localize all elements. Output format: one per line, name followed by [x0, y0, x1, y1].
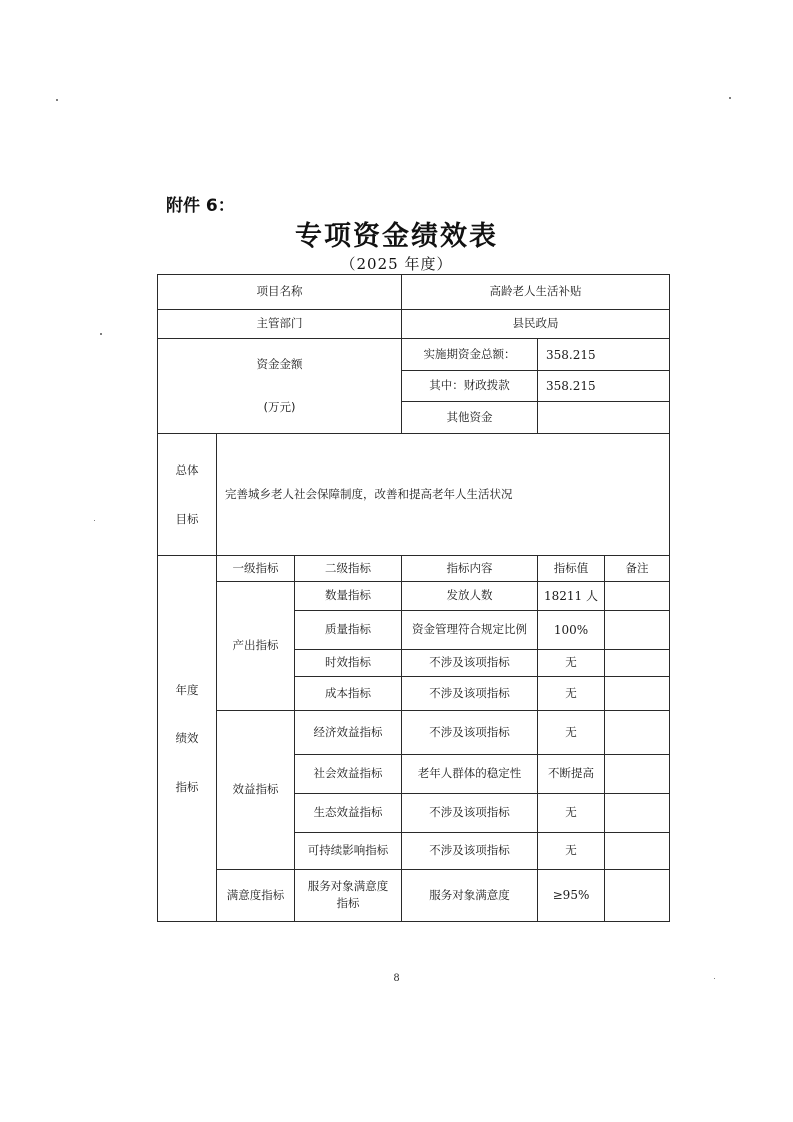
overall-goal-row	[158, 434, 670, 556]
funds-label: 资金金额	[256, 357, 303, 372]
overall-goal-label-line1: 总体	[175, 463, 199, 478]
value-cell: 无	[538, 793, 605, 832]
funds-unit: (万元)	[263, 399, 296, 414]
content-cell: 不涉及该项指标	[402, 793, 538, 832]
table-row	[158, 581, 670, 610]
remark-cell	[605, 832, 670, 869]
content-cell: 不涉及该项指标	[402, 710, 538, 754]
level2-cell: 可持续影响指标	[295, 832, 402, 869]
content-cell: 不涉及该项指标	[402, 676, 538, 710]
performance-table	[157, 274, 670, 922]
value-cell: 无	[538, 832, 605, 869]
value-cell: 无	[538, 710, 605, 754]
value-cell: 100%	[538, 610, 605, 649]
annex-label: 附件 6：	[166, 196, 235, 216]
level2-cell: 时效指标	[295, 649, 402, 676]
remark-cell	[605, 710, 670, 754]
funds-other-label: 其他资金	[402, 402, 538, 434]
output-label: 产出指标	[217, 581, 295, 710]
header-level2: 二级指标	[295, 555, 402, 581]
remark-cell	[605, 793, 670, 832]
funds-total-value: 358.215	[538, 339, 670, 371]
overall-goal-label-line2: 目标	[175, 511, 199, 526]
overall-goal-label	[158, 434, 217, 556]
level2-cell: 质量指标	[295, 610, 402, 649]
scan-speck	[714, 978, 715, 979]
remark-cell	[605, 649, 670, 676]
value-cell: 无	[538, 676, 605, 710]
level2-cell: 数量指标	[295, 581, 402, 610]
level2-cell: 社会效益指标	[295, 754, 402, 793]
header-value: 指标值	[538, 555, 605, 581]
content-cell: 不涉及该项指标	[402, 832, 538, 869]
level2-cell: 服务对象满意度 指标	[295, 869, 402, 921]
header-level1: 一级指标	[217, 555, 295, 581]
annual-label-line1: 年度	[175, 683, 199, 698]
page-title: 专项资金绩效表	[295, 221, 498, 252]
funds-total-label: 实施期资金总额：	[402, 339, 538, 371]
scan-speck	[94, 520, 95, 521]
annual-label-line2: 绩效	[175, 731, 199, 746]
level2-cell: 成本指标	[295, 676, 402, 710]
page-number: 8	[393, 973, 400, 984]
benefit-label: 效益指标	[217, 710, 295, 869]
remark-cell	[605, 676, 670, 710]
remark-cell	[605, 754, 670, 793]
funds-total-row	[158, 339, 670, 371]
remark-cell	[605, 581, 670, 610]
header-content: 指标内容	[402, 555, 538, 581]
value-cell: 无	[538, 649, 605, 676]
project-name-value: 高龄老人生活补贴	[402, 275, 670, 310]
remark-cell	[605, 610, 670, 649]
department-value: 县民政局	[402, 310, 670, 339]
funds-label-cell	[158, 339, 402, 434]
value-cell: ≥95%	[538, 869, 605, 921]
table-row	[158, 869, 670, 921]
remark-cell	[605, 869, 670, 921]
scan-speck	[729, 97, 731, 99]
department-row	[158, 310, 670, 339]
level2-cell: 生态效益指标	[295, 793, 402, 832]
content-cell: 服务对象满意度	[402, 869, 538, 921]
project-name-label: 项目名称	[158, 275, 402, 310]
level2-cell: 经济效益指标	[295, 710, 402, 754]
satisfaction-label: 满意度指标	[217, 869, 295, 921]
header-remark: 备注	[605, 555, 670, 581]
annual-label-line3: 指标	[175, 779, 199, 794]
funds-fiscal-value: 358.215	[538, 371, 670, 402]
year-label: （2025 年度）	[340, 255, 453, 273]
project-name-row	[158, 275, 670, 310]
funds-other-value	[538, 402, 670, 434]
annual-header-row	[158, 555, 670, 581]
annual-label	[158, 555, 217, 921]
scan-speck	[56, 99, 58, 101]
value-cell: 18211 人	[538, 581, 605, 610]
content-cell: 老年人群体的稳定性	[402, 754, 538, 793]
content-cell: 发放人数	[402, 581, 538, 610]
department-label: 主管部门	[158, 310, 402, 339]
content-cell: 资金管理符合规定比例	[402, 610, 538, 649]
value-cell: 不断提高	[538, 754, 605, 793]
funds-fiscal-label: 其中：财政拨款	[402, 371, 538, 402]
scan-speck	[100, 333, 102, 335]
table-row	[158, 710, 670, 754]
overall-goal-text: 完善城乡老人社会保障制度，改善和提高老年人生活状况	[217, 434, 670, 556]
content-cell: 不涉及该项指标	[402, 649, 538, 676]
